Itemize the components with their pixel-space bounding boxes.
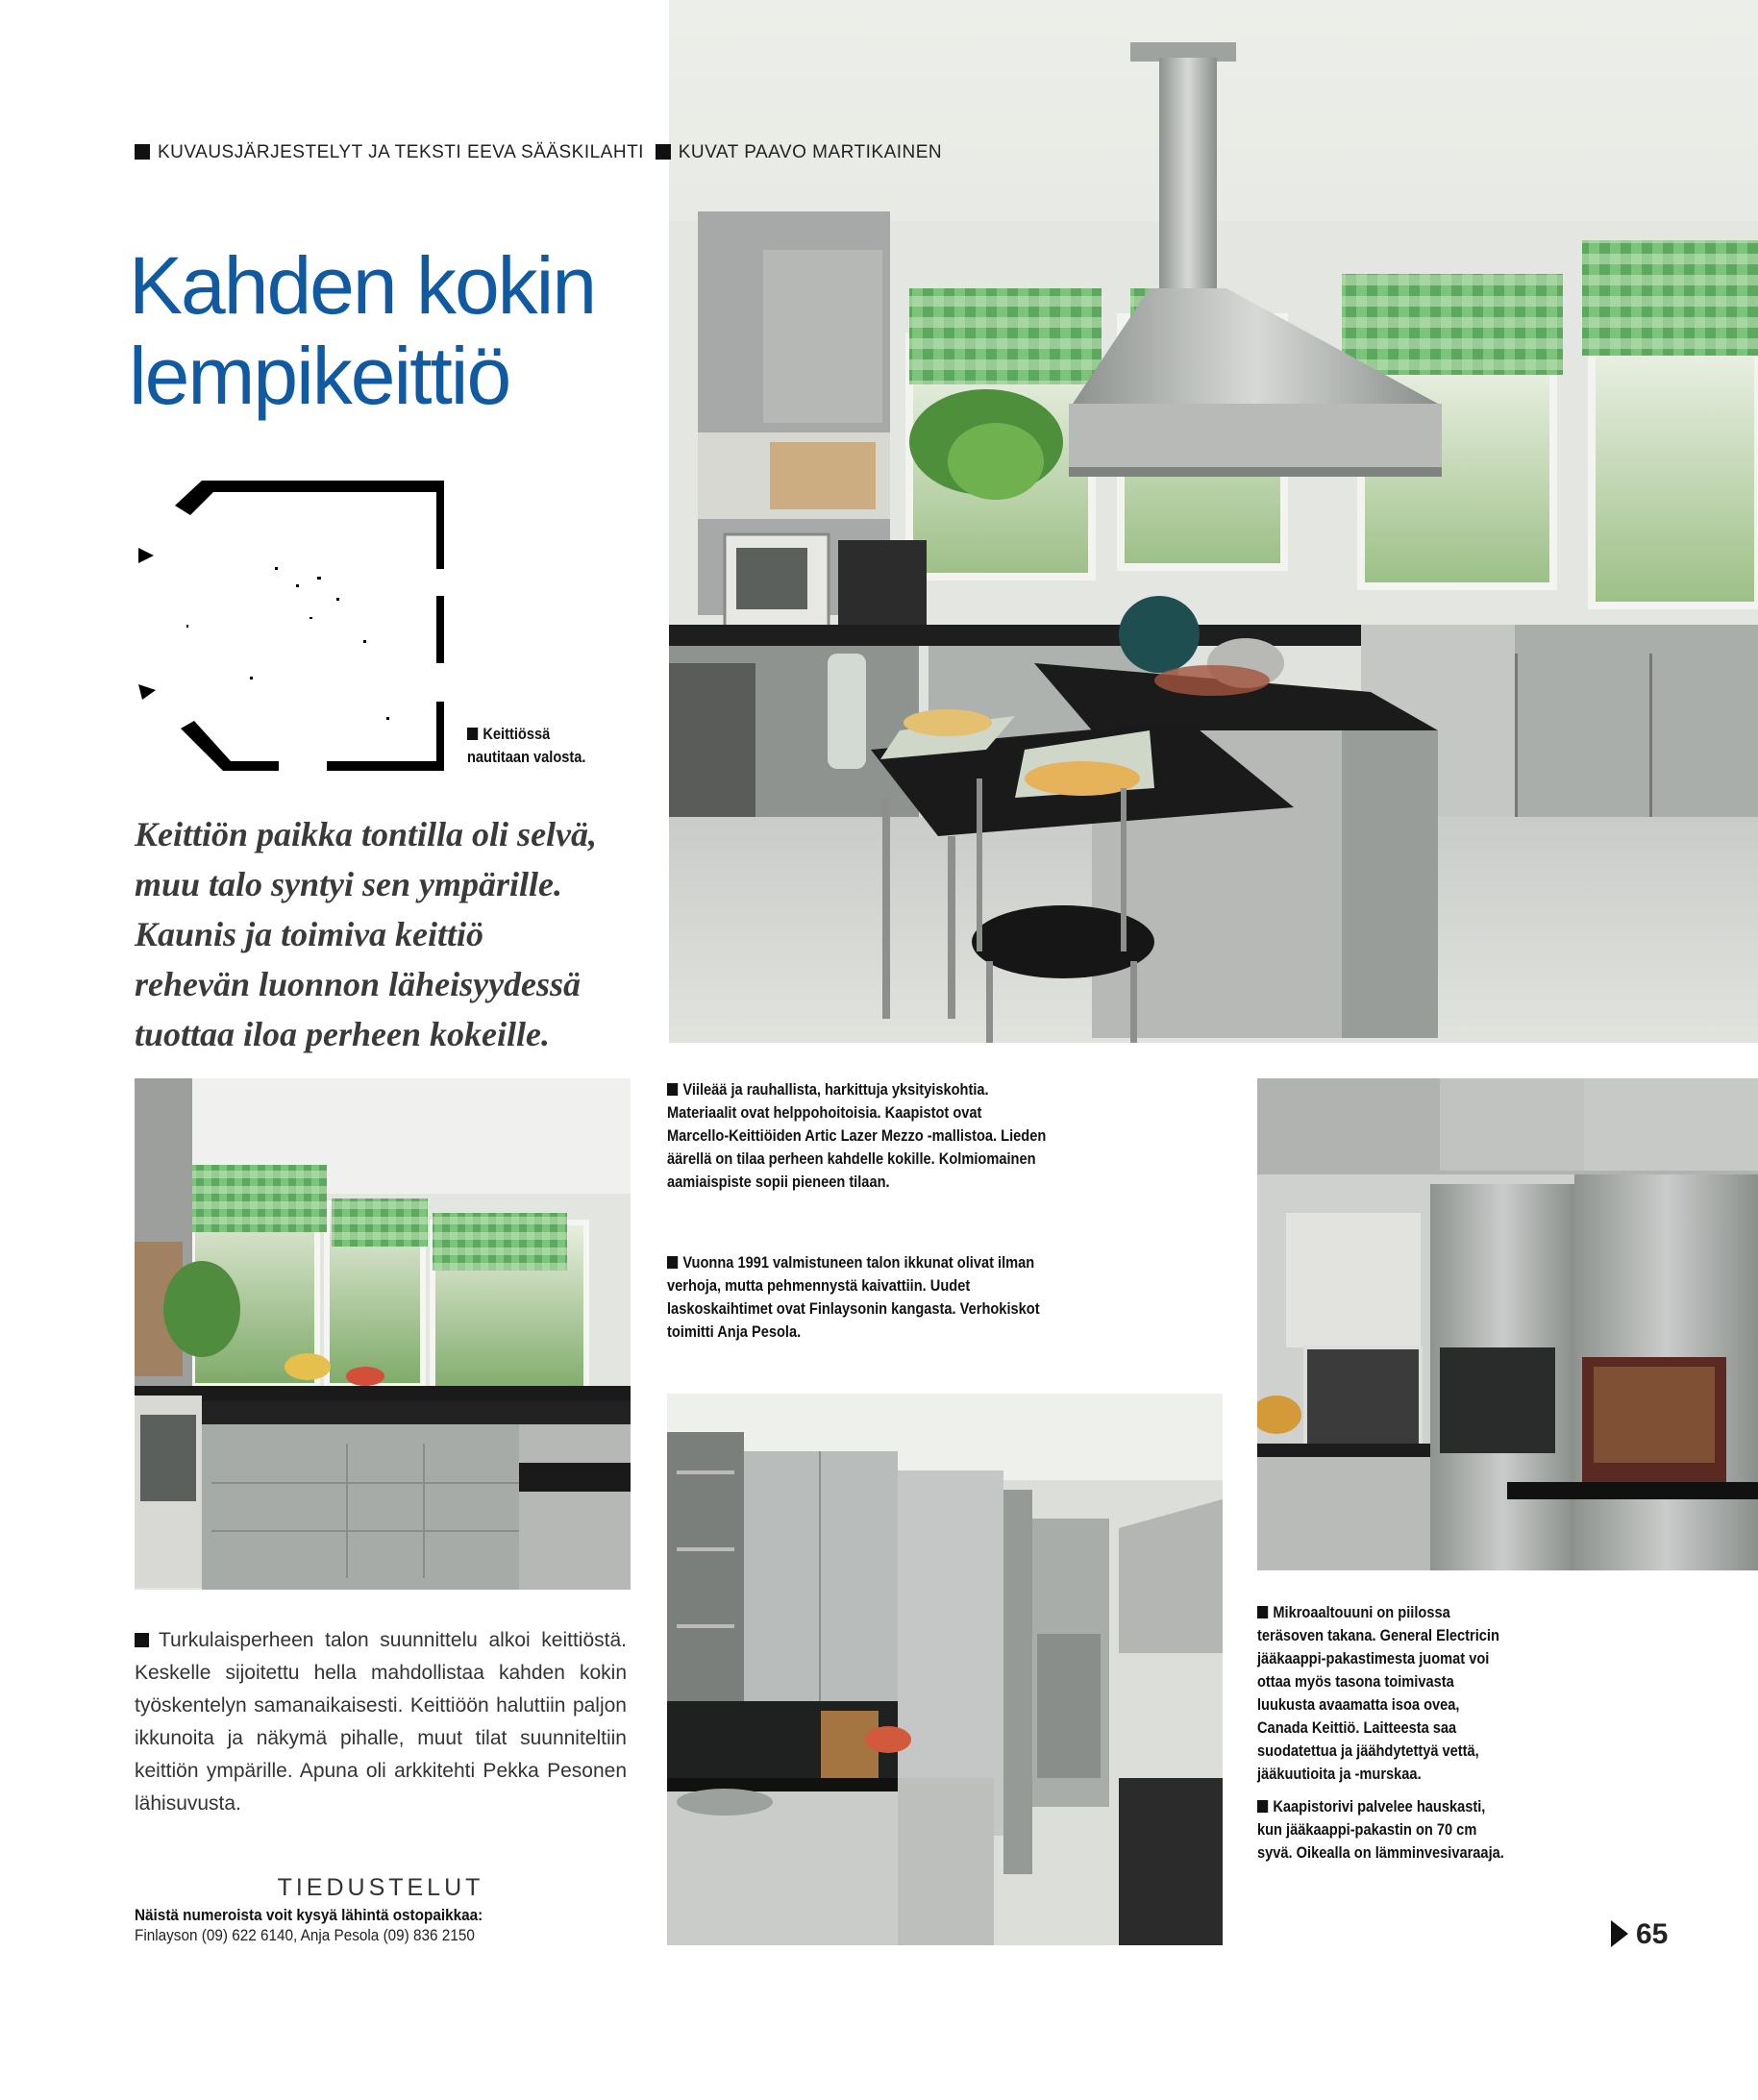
bullet-square-icon	[467, 728, 478, 740]
lead-paragraph	[135, 809, 668, 1059]
kitchen-floor-plan	[135, 471, 452, 778]
caption-line: aamiaispiste sopii pieneen tilaan.	[667, 1173, 890, 1191]
page-number-value: 65	[1636, 1918, 1669, 1950]
caption-line: jääkaappi-pakastimesta juomat voi	[1257, 1649, 1490, 1668]
caption-line: ottaa myös tasona toimivasta	[1257, 1672, 1454, 1691]
caption-line: Canada Keittiö. Laitteesta saa	[1257, 1718, 1457, 1737]
arrow-right-icon	[1611, 1920, 1628, 1947]
caption-materials	[667, 1078, 1163, 1194]
caption-line: luukusta avaamatta isoa ovea,	[1257, 1695, 1460, 1714]
caption-line: Materiaalit ovat helppohoitoisia. Kaapistot ovat	[667, 1103, 982, 1122]
kitchen-cabinets-illustration	[667, 1394, 1223, 1945]
credit-text-photographer: KUVAT PAAVO MARTIKAINEN	[678, 142, 943, 162]
caption-line: äärellä on tilaa perheen kahdelle kokille. Kolmiomainen	[667, 1149, 1036, 1168]
credit-text-author: KUVAUSJÄRJESTELYT JA TEKSTI EEVA SÄÄSKILAHTI	[158, 142, 644, 162]
bullet-square-icon	[667, 1256, 678, 1269]
caption-line: Marcello-Keittiöiden Artic Lazer Mezzo -mallistoa. Lieden	[667, 1126, 1047, 1145]
photo-credits	[135, 142, 942, 163]
caption-line: teräsoven takana. General Electricin	[1257, 1626, 1499, 1644]
caption-line: jääkuutioita ja -murskaa.	[1257, 1765, 1422, 1783]
bullet-square-icon	[135, 1633, 149, 1647]
body-paragraph	[135, 1624, 627, 1820]
caption-line: verhoja, mutta pehmennystä kaivattiin. Uudet	[667, 1276, 971, 1295]
bullet-square-icon	[667, 1083, 678, 1096]
lead-line: Keittiön paikka tontilla oli selvä,	[135, 815, 598, 853]
lead-line: rehevän luonnon läheisyydessä	[135, 965, 582, 1003]
kitchen-windows-photo	[135, 1078, 631, 1590]
floor-plan-drawing	[135, 471, 452, 778]
lead-line: muu talo syntyi sen ympärille.	[135, 865, 563, 903]
inquiries-phone-numbers: Finlayson (09) 622 6140, Anja Pesola (09) 836 2150	[135, 1926, 475, 1944]
body-text: Turkulaisperheen talon suunnittelu alkoi keittiöstä. Keskelle sijoitettu hella mahdollistaa kahden kokin työskentelyn samanaikaisesti. Keittiöön haluttiin paljon ikkunoita ja näkymä pihalle, muut tilat suunniteltiin keittiön ympärille. Apuna oli arkkitehti Pekka Pesonen lähisuvusta.	[135, 1629, 627, 1815]
inquiries-subtitle: Näistä numeroista voit kysyä lähintä ostopaikkaa:	[135, 1906, 483, 1924]
caption-line: Mikroaaltouuni on piilossa	[1273, 1603, 1450, 1621]
bullet-square-icon	[135, 144, 150, 160]
lead-line: Kaunis ja toimiva keittiö	[135, 915, 484, 953]
title-line-2: lempikeittiö	[129, 331, 510, 421]
bullet-square-icon	[656, 144, 671, 160]
title-line-1: Kahden kokin	[129, 240, 596, 331]
caption-curtains	[667, 1251, 1163, 1344]
caption-line: laskoskaihtimet ovat Finlaysonin kangasta. Verhokiskot	[667, 1299, 1040, 1318]
caption-line: kun jääkaappi-pakastin on 70 cm	[1257, 1820, 1477, 1839]
kitchen-cabinets-photo	[667, 1394, 1223, 1945]
caption-line: toimitti Anja Pesola.	[667, 1322, 802, 1341]
caption-line: Vuonna 1991 valmistuneen talon ikkunat olivat ilman	[682, 1253, 1035, 1272]
fridge-freezer-illustration	[1257, 1078, 1758, 1570]
caption-line: suodatettua ja jäähdytettyä vettä,	[1257, 1742, 1479, 1760]
inquiries-heading: TIEDUSTELUT	[277, 1874, 484, 1901]
caption-line: Kaapistorivi palvelee hauskasti,	[1273, 1797, 1486, 1816]
bullet-square-icon	[1257, 1800, 1268, 1813]
lead-line: tuottaa iloa perheen kokeille.	[135, 1015, 550, 1053]
caption-line: syvä. Oikealla on lämminvesivaraaja.	[1257, 1843, 1504, 1862]
kitchen-windows-illustration	[135, 1078, 631, 1590]
fridge-freezer-photo	[1257, 1078, 1758, 1570]
bullet-square-icon	[1257, 1606, 1268, 1618]
article-title	[129, 240, 667, 421]
caption-fridge	[1257, 1601, 1671, 1865]
caption-line: Viileää ja rauhallista, harkittuja yksityiskohtia.	[682, 1080, 989, 1099]
page-number	[1611, 1918, 1668, 1951]
caption-line: Keittiössä	[483, 725, 551, 743]
caption-line: nautitaan valosta.	[467, 748, 586, 766]
floor-plan-caption	[467, 723, 632, 769]
